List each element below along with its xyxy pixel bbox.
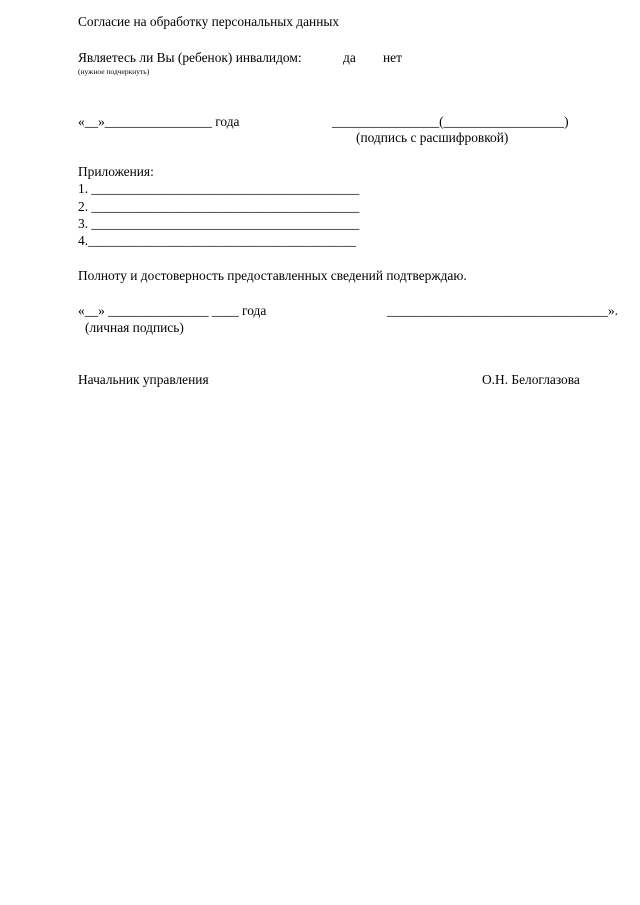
attachment-item-2: 2. ________________________________________ [78, 199, 360, 214]
consent-title: Согласие на обработку персональных данных [78, 14, 340, 29]
confirmation-date-line: «__» _______________ ____ года [78, 303, 267, 318]
attachment-item-4: 4.________________________________________ [78, 233, 356, 248]
footer-position: Начальник управления [78, 372, 209, 387]
disability-note: (нужное подчеркнуть) [78, 67, 150, 76]
signature-caption: (подпись с расшифровкой) [356, 130, 509, 145]
attachments-heading: Приложения: [78, 164, 154, 179]
disability-option-no: нет [383, 50, 402, 65]
confirmation-text: Полноту и достоверность предоставленных сведений подтверждаю. [78, 268, 467, 283]
confirmation-signature-caption: (личная подпись) [85, 320, 184, 335]
attachment-item-3: 3. ________________________________________ [78, 216, 360, 231]
signature-date-line: «__»________________ года [78, 114, 240, 129]
confirmation-signature-line: _________________________________». [387, 303, 618, 318]
disability-option-yes: да [343, 50, 356, 65]
disability-question: Являетесь ли Вы (ребенок) инвалидом: [78, 50, 302, 65]
signature-line: ________________(__________________) [332, 114, 569, 129]
footer-name: О.Н. Белоглазова [482, 372, 580, 387]
attachment-item-1: 1. ________________________________________ [78, 181, 360, 196]
